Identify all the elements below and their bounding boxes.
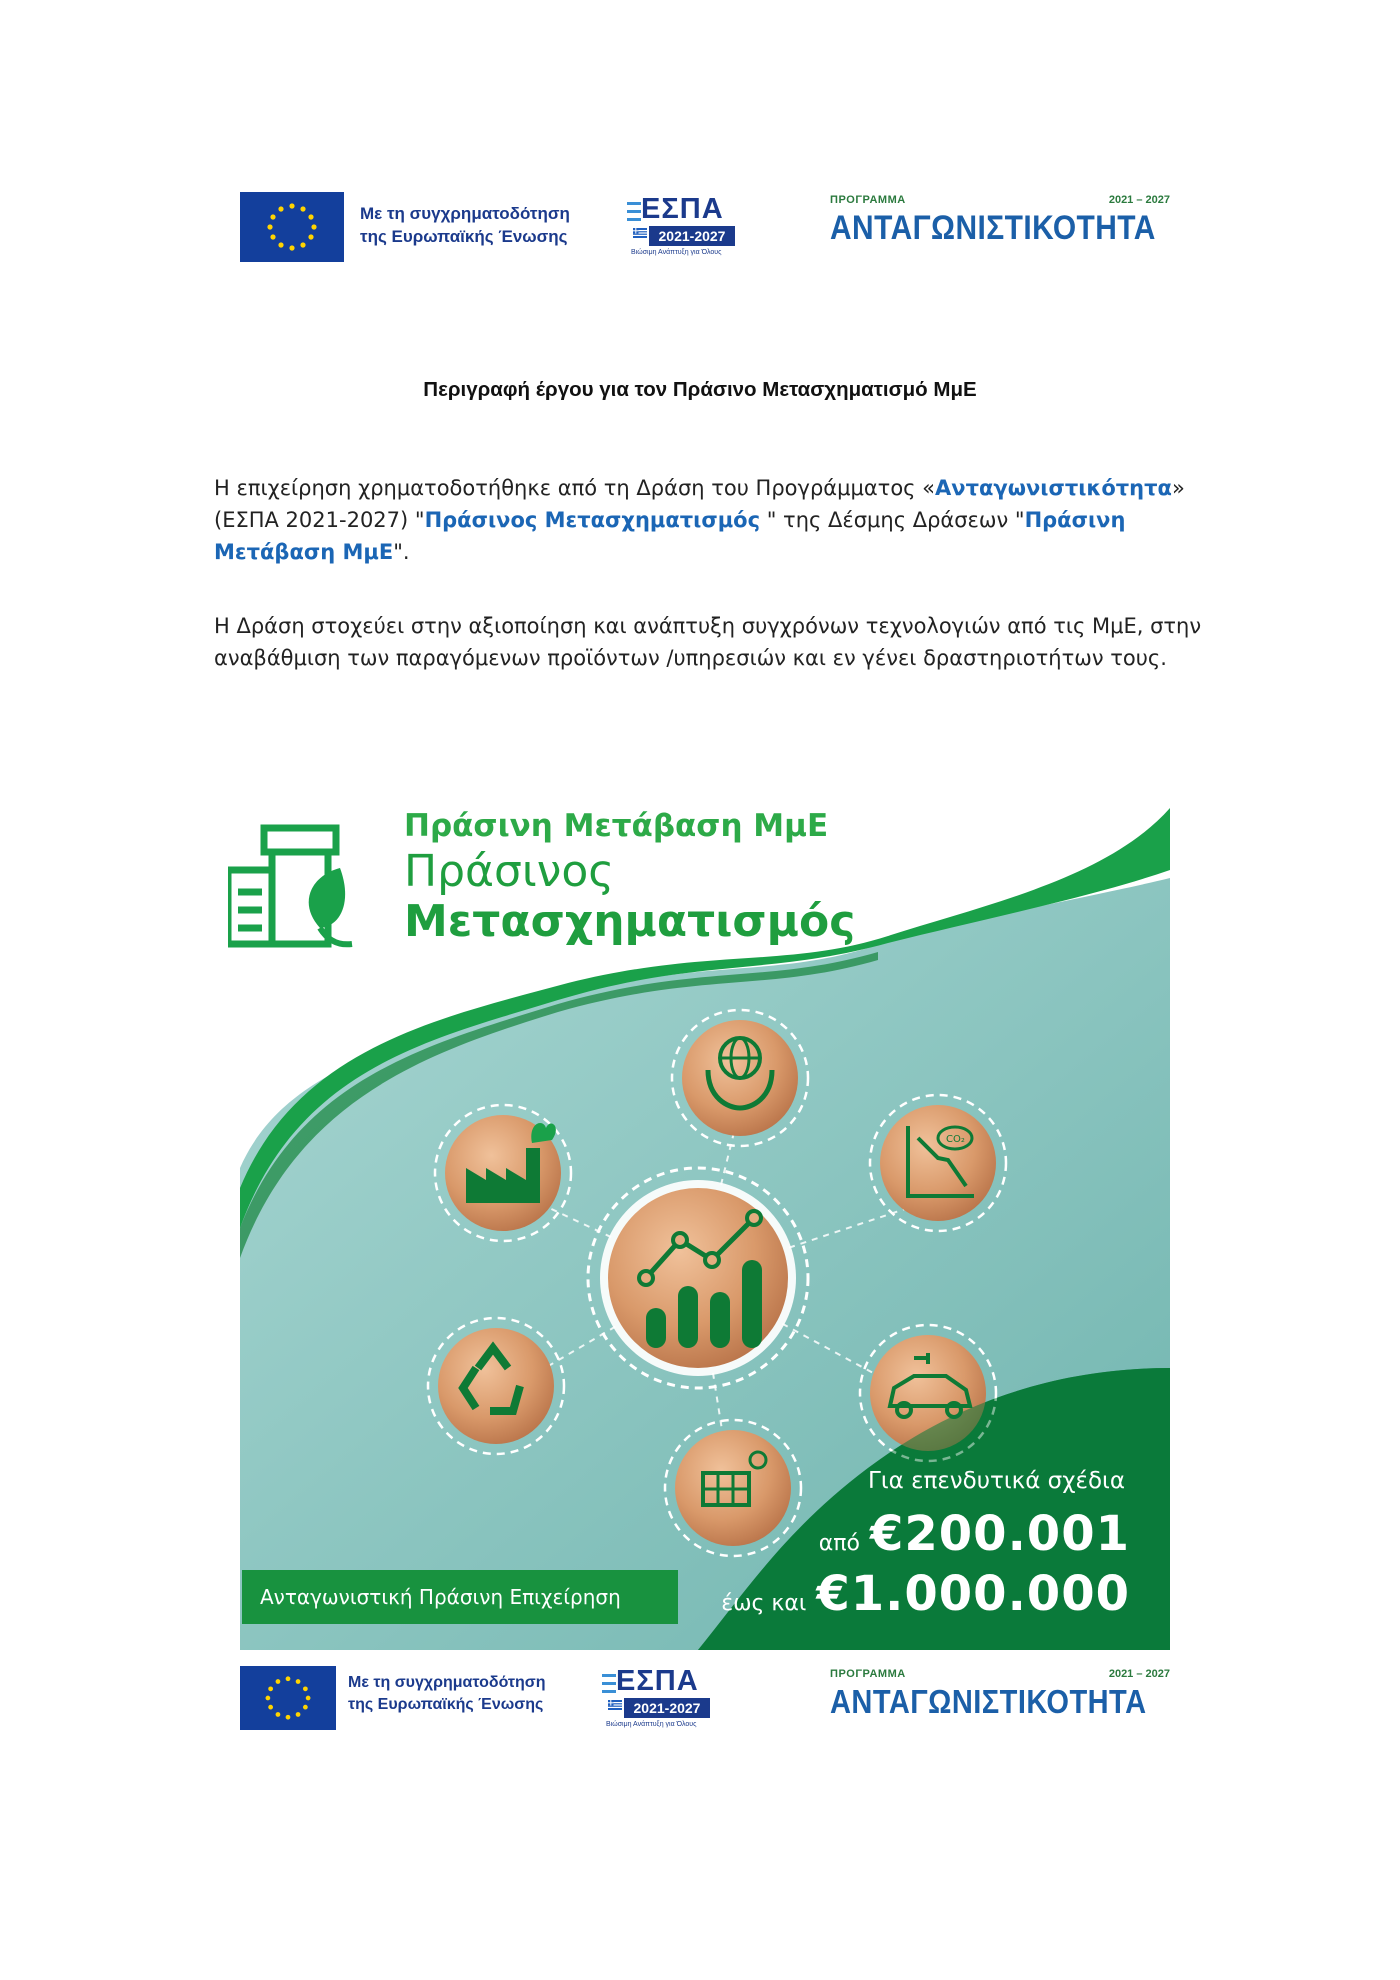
green-transition-poster xyxy=(228,808,1170,1650)
espa-title: ΕΣΠΑ xyxy=(616,1665,699,1697)
espa-tagline: Βιώσιμη Ανάπτυξη για Όλους xyxy=(606,1721,697,1728)
programme-label: ΠΡΟΓΡΑΜΜΑ xyxy=(830,194,906,206)
highlight-action: Πράσινος Μετασχηματισμός xyxy=(424,508,761,532)
poster-badge: Ανταγωνιστική Πράσινη Επιχείρηση xyxy=(242,1570,678,1624)
eu-cofunding-text: Με τη συγχρηματοδότηση της Ευρωπαϊκής Ένωσης xyxy=(348,1674,546,1713)
paragraph-goal: Η Δράση στοχεύει στην αξιοποίηση και ανάπτυξη συγχρόνων τεχνολογιών από τις ΜμΕ, στην αναβάθμιση των παραγόμενων προϊόντων /υπηρεσιών και εν γένει δραστηριοτήτων τους. xyxy=(214,614,1202,670)
espa-title: ΕΣΠΑ xyxy=(641,193,724,225)
highlight-program: Ανταγωνιστικότητα xyxy=(935,476,1172,500)
programme-years: 2021 – 2027 xyxy=(1108,1668,1170,1680)
header-logo-banner xyxy=(240,188,1170,268)
paragraph-funding xyxy=(214,472,1204,568)
programme-logo xyxy=(830,1668,1170,1734)
svg-text:CO₂: CO₂ xyxy=(946,1134,965,1145)
eu-cofunding-text: Με τη συγχρηματοδότηση της Ευρωπαϊκής Ένωσης xyxy=(360,204,570,246)
greek-flag-icon xyxy=(633,228,647,238)
espa-stripes-icon xyxy=(625,198,641,228)
eu-flag-icon xyxy=(240,1666,336,1730)
document-title: Περιγραφή έργου για τον Πράσινο Μετασχηματισμό ΜμΕ xyxy=(423,378,977,401)
price-caption: Για επενδυτικά σχέδια xyxy=(868,1468,1125,1494)
price-to-prefix: έως και xyxy=(721,1591,807,1616)
poster-title-line1: Πράσινος xyxy=(404,846,615,897)
espa-stripes-icon xyxy=(600,1670,616,1700)
text-segment: ". xyxy=(393,540,410,564)
programme-logo xyxy=(830,194,1170,260)
espa-logo xyxy=(600,1664,710,1734)
espa-tagline: Βιώσιμη Ανάπτυξη για Όλους xyxy=(631,249,722,256)
price-from-value: €200.001 xyxy=(869,1506,1130,1562)
espa-years: 2021-2027 xyxy=(624,1698,710,1718)
footer-logo-banner xyxy=(240,1662,1170,1734)
programme-label: ΠΡΟΓΡΑΜΜΑ xyxy=(830,1668,906,1680)
price-from-row xyxy=(819,1506,1130,1562)
eu-flag-icon xyxy=(240,192,344,262)
price-from-prefix: από xyxy=(818,1531,860,1556)
poster-subtitle: Πράσινη Μετάβαση ΜμΕ xyxy=(404,808,829,844)
highlight-bundle: Πράσινη Μετάβαση ΜμΕ xyxy=(214,508,1126,564)
programme-name: ΑΝΤΑΓΩΝΙΣΤΙΚΟΤΗΤΑ xyxy=(830,209,1156,247)
espa-logo xyxy=(625,192,735,262)
programme-years: 2021 – 2027 xyxy=(1108,194,1170,206)
greek-flag-icon xyxy=(608,1700,622,1710)
programme-name: ΑΝΤΑΓΩΝΙΣΤΙΚΟΤΗΤΑ xyxy=(830,1683,1147,1720)
price-to-row xyxy=(721,1566,1130,1622)
text-segment: Η επιχείρηση χρηματοδοτήθηκε από τη Δράση του Προγράμματος « xyxy=(214,476,936,500)
poster-title-line2: Μετασχηματισμός xyxy=(404,896,856,947)
text-segment: " της Δέσμης Δράσεων " xyxy=(760,508,1025,532)
text-segment: » (ΕΣΠΑ 2021-2027) " xyxy=(214,476,1185,532)
price-to-value: €1.000.000 xyxy=(816,1566,1130,1622)
espa-years: 2021-2027 xyxy=(649,226,735,246)
